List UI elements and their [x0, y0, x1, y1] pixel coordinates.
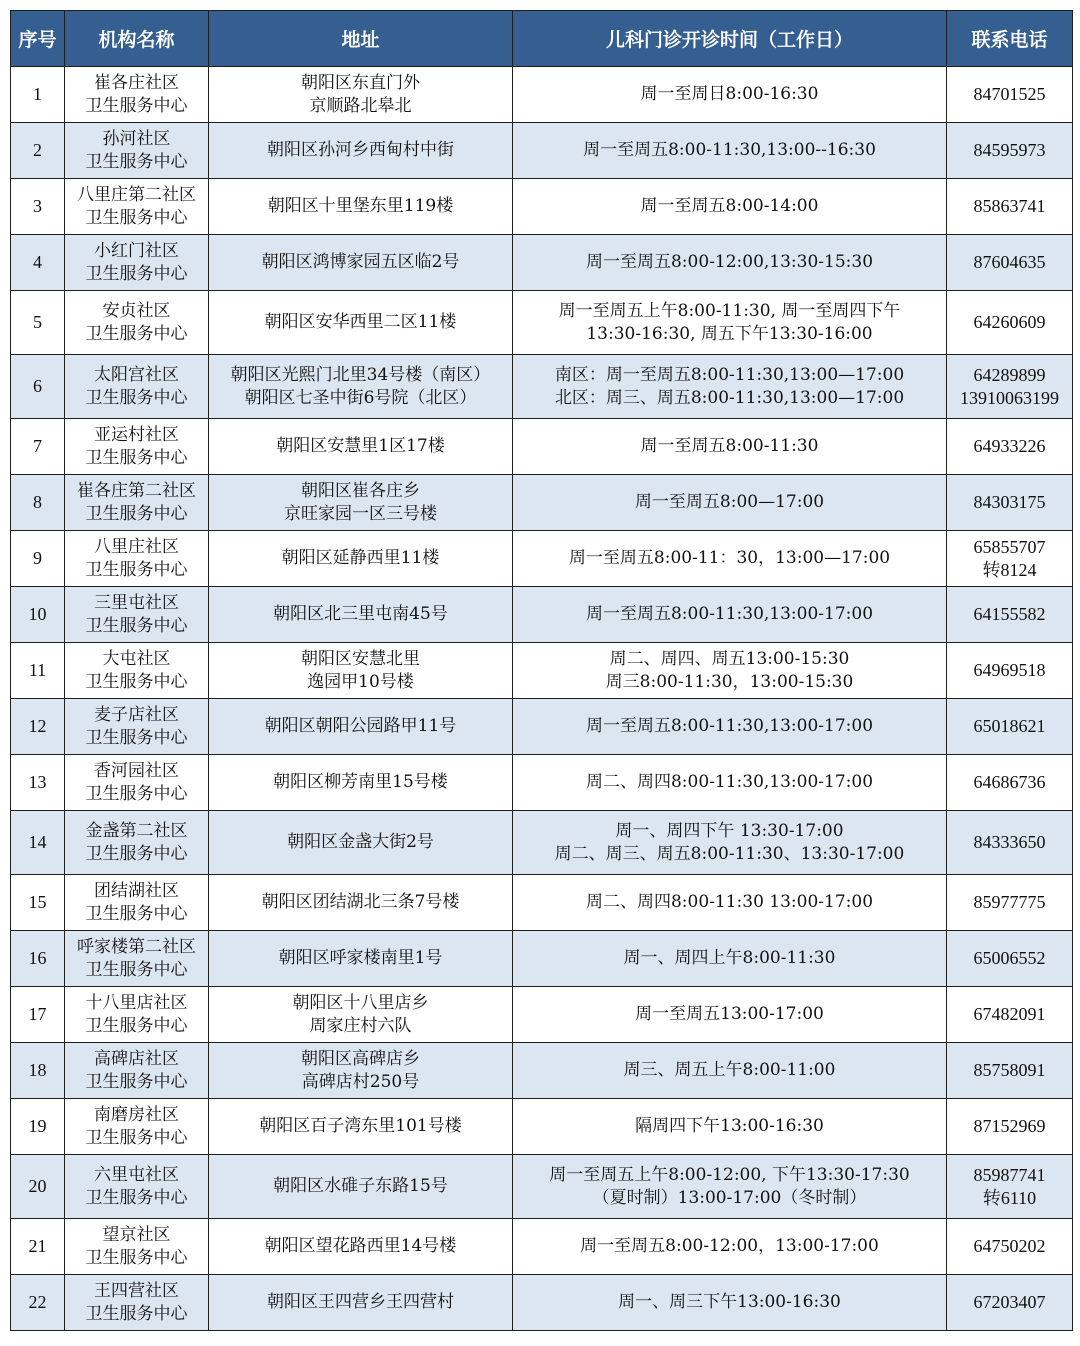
institution-name: 望京社区 卫生服务中心	[65, 1219, 209, 1275]
row-index: 9	[11, 531, 65, 587]
table-row	[11, 531, 1073, 587]
table-row	[11, 811, 1073, 875]
row-index: 7	[11, 419, 65, 475]
pediatric-hours: 周一、周四上午8:00-11:30	[513, 931, 947, 987]
address: 朝阳区水碓子东路15号	[209, 1155, 513, 1219]
phone-number: 64289899 13910063199	[947, 355, 1073, 419]
table-row	[11, 235, 1073, 291]
institution-name: 金盏第二社区 卫生服务中心	[65, 811, 209, 875]
clinic-table-container	[10, 10, 1072, 1331]
phone-number: 64933226	[947, 419, 1073, 475]
table-row	[11, 1275, 1073, 1331]
phone-number: 85977775	[947, 875, 1073, 931]
phone-number: 84595973	[947, 123, 1073, 179]
phone-number: 64969518	[947, 643, 1073, 699]
table-row	[11, 1155, 1073, 1219]
institution-name: 南磨房社区 卫生服务中心	[65, 1099, 209, 1155]
pediatric-hours: 周一至周五8:00-12:00,13:30-15:30	[513, 235, 947, 291]
address: 朝阳区东直门外 京顺路北皋北	[209, 67, 513, 123]
pediatric-hours: 周一至周五8:00—17:00	[513, 475, 947, 531]
institution-name: 崔各庄第二社区 卫生服务中心	[65, 475, 209, 531]
phone-number: 67482091	[947, 987, 1073, 1043]
row-index: 17	[11, 987, 65, 1043]
address: 朝阳区安慧里1区17楼	[209, 419, 513, 475]
table-row	[11, 179, 1073, 235]
header-pediatric-hours: 儿科门诊开诊时间（工作日）	[513, 11, 947, 67]
pediatric-hours: 周一至周五8:00-11:30,13:00-17:00	[513, 699, 947, 755]
pediatric-hours: 隔周四下午13:00-16:30	[513, 1099, 947, 1155]
address: 朝阳区十八里店乡 周家庄村六队	[209, 987, 513, 1043]
address: 朝阳区孙河乡西甸村中街	[209, 123, 513, 179]
table-row	[11, 931, 1073, 987]
phone-number: 84701525	[947, 67, 1073, 123]
pediatric-hours: 周二、周四8:00-11:30 13:00-17:00	[513, 875, 947, 931]
table-row	[11, 755, 1073, 811]
pediatric-hours: 周二、周四、周五13:00-15:30 周三8:00-11:30，13:00-15:30	[513, 643, 947, 699]
header-row	[11, 11, 1073, 67]
table-body	[11, 67, 1073, 1331]
address: 朝阳区北三里屯南45号	[209, 587, 513, 643]
phone-number: 64750202	[947, 1219, 1073, 1275]
table-row	[11, 1043, 1073, 1099]
address: 朝阳区光熙门北里34号楼（南区） 朝阳区七圣中街6号院（北区）	[209, 355, 513, 419]
address: 朝阳区安慧北里 逸园甲10号楼	[209, 643, 513, 699]
phone-number: 85758091	[947, 1043, 1073, 1099]
row-index: 2	[11, 123, 65, 179]
row-index: 11	[11, 643, 65, 699]
pediatric-hours: 南区：周一至周五8:00-11:30,13:00—17:00 北区：周三、周五8:00-11:30,13:00—17:00	[513, 355, 947, 419]
pediatric-hours: 周一至周五8:00-11：30，13:00—17:00	[513, 531, 947, 587]
institution-name: 大屯社区 卫生服务中心	[65, 643, 209, 699]
institution-name: 团结湖社区 卫生服务中心	[65, 875, 209, 931]
address: 朝阳区团结湖北三条7号楼	[209, 875, 513, 931]
table-row	[11, 123, 1073, 179]
table-row	[11, 1219, 1073, 1275]
table-row	[11, 987, 1073, 1043]
row-index: 18	[11, 1043, 65, 1099]
header-address: 地址	[209, 11, 513, 67]
institution-name: 小红门社区 卫生服务中心	[65, 235, 209, 291]
address: 朝阳区柳芳南里15号楼	[209, 755, 513, 811]
phone-number: 84303175	[947, 475, 1073, 531]
pediatric-hours: 周一至周五8:00-11:30,13:00--16:30	[513, 123, 947, 179]
phone-number: 65006552	[947, 931, 1073, 987]
table-row	[11, 643, 1073, 699]
phone-number: 64686736	[947, 755, 1073, 811]
table-row	[11, 1099, 1073, 1155]
row-index: 1	[11, 67, 65, 123]
phone-number: 87604635	[947, 235, 1073, 291]
row-index: 16	[11, 931, 65, 987]
table-row	[11, 355, 1073, 419]
row-index: 3	[11, 179, 65, 235]
row-index: 8	[11, 475, 65, 531]
phone-number: 65018621	[947, 699, 1073, 755]
row-index: 5	[11, 291, 65, 355]
address: 朝阳区朝阳公园路甲11号	[209, 699, 513, 755]
header-index: 序号	[11, 11, 65, 67]
pediatric-hours: 周一至周五8:00-11:30	[513, 419, 947, 475]
table-row	[11, 291, 1073, 355]
address: 朝阳区金盏大街2号	[209, 811, 513, 875]
table-row	[11, 699, 1073, 755]
pediatric-clinic-table	[10, 10, 1073, 1331]
institution-name: 十八里店社区 卫生服务中心	[65, 987, 209, 1043]
pediatric-hours: 周一至周五上午8:00-12:00, 下午13:30-17:30 （夏时制）13:00-17:00（冬时制）	[513, 1155, 947, 1219]
pediatric-hours: 周二、周四8:00-11:30,13:00-17:00	[513, 755, 947, 811]
institution-name: 六里屯社区 卫生服务中心	[65, 1155, 209, 1219]
header-phone: 联系电话	[947, 11, 1073, 67]
row-index: 14	[11, 811, 65, 875]
pediatric-hours: 周一、周三下午13:00-16:30	[513, 1275, 947, 1331]
pediatric-hours: 周一、周四下午 13:30-17:00 周二、周三、周五8:00-11:30、13:30-17:00	[513, 811, 947, 875]
row-index: 10	[11, 587, 65, 643]
institution-name: 孙河社区 卫生服务中心	[65, 123, 209, 179]
institution-name: 麦子店社区 卫生服务中心	[65, 699, 209, 755]
phone-number: 85863741	[947, 179, 1073, 235]
phone-number: 65855707 转8124	[947, 531, 1073, 587]
phone-number: 84333650	[947, 811, 1073, 875]
address: 朝阳区安华西里二区11楼	[209, 291, 513, 355]
address: 朝阳区高碑店乡 高碑店村250号	[209, 1043, 513, 1099]
row-index: 22	[11, 1275, 65, 1331]
pediatric-hours: 周一至周五上午8:00-11:30, 周一至周四下午 13:30-16:30, 周五下午13:30-16:00	[513, 291, 947, 355]
institution-name: 王四营社区 卫生服务中心	[65, 1275, 209, 1331]
row-index: 4	[11, 235, 65, 291]
pediatric-hours: 周一至周五8:00-12:00，13:00-17:00	[513, 1219, 947, 1275]
phone-number: 64155582	[947, 587, 1073, 643]
institution-name: 香河园社区 卫生服务中心	[65, 755, 209, 811]
phone-number: 85987741 转6110	[947, 1155, 1073, 1219]
institution-name: 安贞社区 卫生服务中心	[65, 291, 209, 355]
institution-name: 呼家楼第二社区 卫生服务中心	[65, 931, 209, 987]
row-index: 13	[11, 755, 65, 811]
institution-name: 太阳宫社区 卫生服务中心	[65, 355, 209, 419]
table-row	[11, 67, 1073, 123]
row-index: 19	[11, 1099, 65, 1155]
institution-name: 高碑店社区 卫生服务中心	[65, 1043, 209, 1099]
pediatric-hours: 周一至周五8:00-11:30,13:00-17:00	[513, 587, 947, 643]
address: 朝阳区十里堡东里119楼	[209, 179, 513, 235]
address: 朝阳区王四营乡王四营村	[209, 1275, 513, 1331]
address: 朝阳区鸿博家园五区临2号	[209, 235, 513, 291]
phone-number: 87152969	[947, 1099, 1073, 1155]
phone-number: 64260609	[947, 291, 1073, 355]
row-index: 12	[11, 699, 65, 755]
pediatric-hours: 周一至周五13:00-17:00	[513, 987, 947, 1043]
table-row	[11, 419, 1073, 475]
pediatric-hours: 周一至周五8:00-14:00	[513, 179, 947, 235]
row-index: 15	[11, 875, 65, 931]
row-index: 21	[11, 1219, 65, 1275]
address: 朝阳区延静西里11楼	[209, 531, 513, 587]
table-row	[11, 475, 1073, 531]
institution-name: 三里屯社区 卫生服务中心	[65, 587, 209, 643]
address: 朝阳区望花路西里14号楼	[209, 1219, 513, 1275]
address: 朝阳区崔各庄乡 京旺家园一区三号楼	[209, 475, 513, 531]
header-institution-name: 机构名称	[65, 11, 209, 67]
phone-number: 67203407	[947, 1275, 1073, 1331]
pediatric-hours: 周三、周五上午8:00-11:00	[513, 1043, 947, 1099]
institution-name: 亚运村社区 卫生服务中心	[65, 419, 209, 475]
row-index: 6	[11, 355, 65, 419]
institution-name: 崔各庄社区 卫生服务中心	[65, 67, 209, 123]
institution-name: 八里庄社区 卫生服务中心	[65, 531, 209, 587]
address: 朝阳区呼家楼南里1号	[209, 931, 513, 987]
institution-name: 八里庄第二社区 卫生服务中心	[65, 179, 209, 235]
table-row	[11, 587, 1073, 643]
pediatric-hours: 周一至周日8:00-16:30	[513, 67, 947, 123]
table-row	[11, 875, 1073, 931]
address: 朝阳区百子湾东里101号楼	[209, 1099, 513, 1155]
row-index: 20	[11, 1155, 65, 1219]
